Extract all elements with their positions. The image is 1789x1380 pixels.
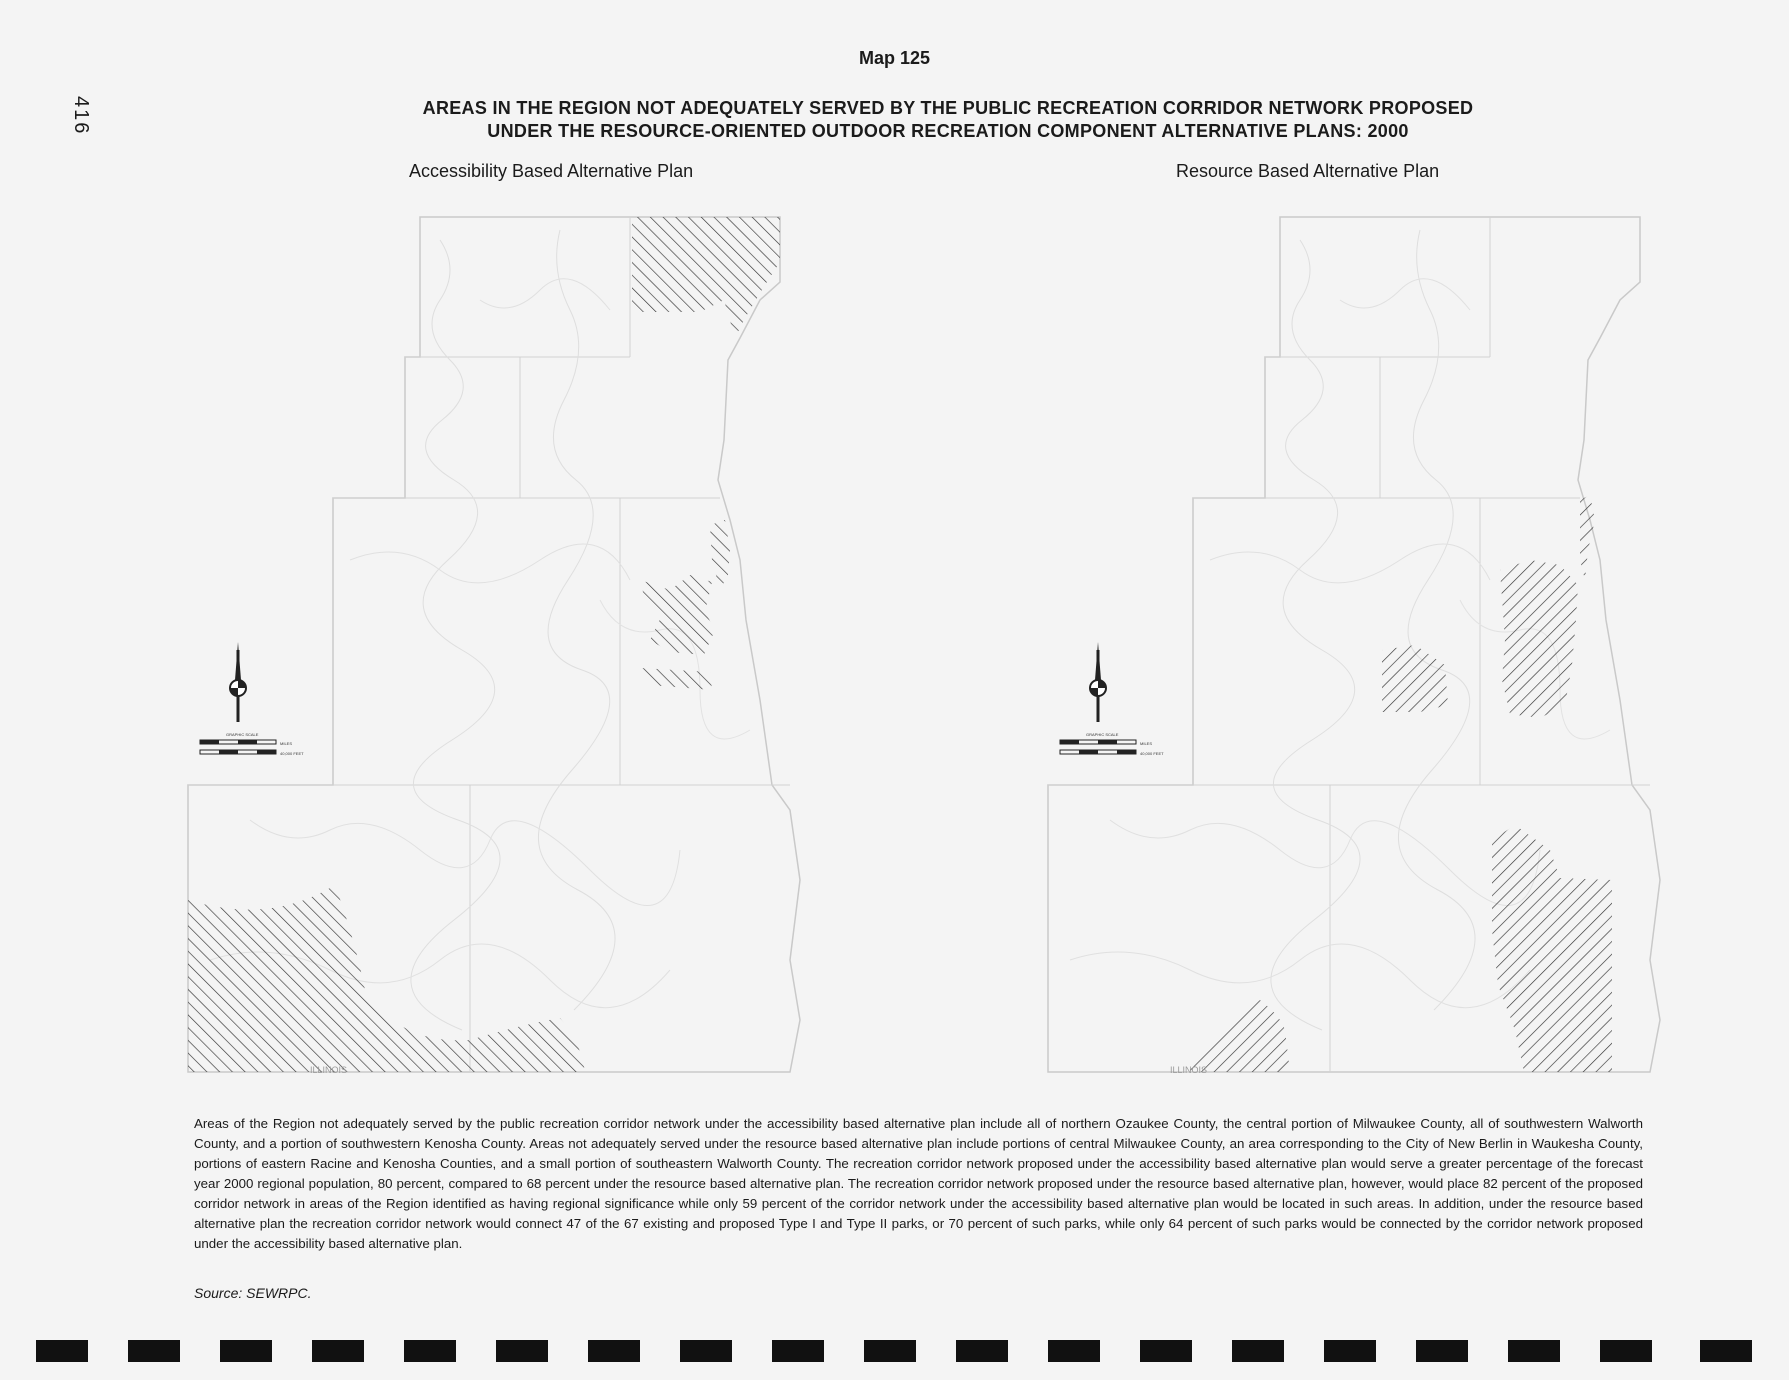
map-caption: Areas of the Region not adequately served by the public recreation corridor network under the accessibility based alternative plan include all of northern Ozaukee County, the central portion of Milwaukee County, all of southwestern Walworth County, and a portion of southwestern Kenosha County. Areas not adequately served under the resource based alternative plan include portions of central Milwaukee County, an area corresponding to the City of New Berlin in Waukesha County, portions of eastern Racine and Kenosha Counties, and a small portion of southeastern Walworth County. The recreation corridor network proposed under the accessibility based alternative plan would serve a greater percentage of the forecast year 2000 regional population, 80 percent, compared to 68 percent under the resource based alternative plan. The recreation corridor network proposed under the resource based alternative plan, however, would place 82 percent of the proposed corridor network in areas of the Region identified as having regional significance while only 59 percent of the corridor network under the accessibility based alternative plan would be located in such areas. In addition, under the resource based alternative plan the recreation corridor network would connect 47 of the 67 existing and proposed Type I and Type II parks, or 70 percent of such parks, while only 64 percent of such parks would be connected by the corridor network proposed under the accessibility based alternative plan. (194, 1116, 1643, 1251)
title-line-1: AREAS IN THE REGION NOT ADEQUATELY SERVED BY THE PUBLIC RECREATION CORRIDOR NETWORK PROPOSED (422, 98, 1474, 118)
right-map (1048, 217, 1660, 1075)
edge-marks (0, 1340, 1789, 1362)
left-hatch-ozaukee (632, 217, 780, 338)
right-map-subtitle: Resource Based Alternative Plan (1176, 161, 1440, 181)
left-scale-feet: 40,000 FEET (280, 751, 304, 756)
right-illinois-label: ILLINOIS (1170, 1065, 1208, 1075)
right-hatch-racine-kenosha (1492, 825, 1612, 1072)
right-north-arrow-scale (1060, 642, 1136, 754)
left-scale-miles: MILES (280, 741, 293, 746)
right-scale-feet: 40,000 FEET (1140, 751, 1164, 756)
right-hatch-milwaukee (1500, 560, 1578, 718)
right-hatch-new-berlin (1382, 645, 1448, 712)
left-illinois-label: ILLINOIS (310, 1065, 348, 1075)
left-map (188, 217, 800, 1075)
left-hatch-strip (640, 668, 712, 690)
left-north-arrow-scale (200, 642, 276, 754)
title-line-2: UNDER THE RESOURCE-ORIENTED OUTDOOR RECREATION COMPONENT ALTERNATIVE PLANS: 2000 (487, 121, 1409, 141)
left-map-subtitle: Accessibility Based Alternative Plan (409, 161, 694, 181)
page-number: 416 (70, 96, 92, 136)
right-scale-miles: MILES (1140, 741, 1153, 746)
source-note: Source: SEWRPC. (194, 1285, 312, 1301)
right-scale-title: GRAPHIC SCALE (1086, 732, 1119, 737)
left-hatch-lakeshore (710, 520, 730, 590)
left-hatch-walworth-kenosha (188, 885, 585, 1072)
map-number: Map 125 (858, 48, 931, 68)
left-scale-title: GRAPHIC SCALE (226, 732, 259, 737)
right-hatch-walworth (1190, 1000, 1290, 1072)
left-hatch-milwaukee (640, 575, 715, 655)
right-hatch-lakeshore (1580, 495, 1595, 580)
